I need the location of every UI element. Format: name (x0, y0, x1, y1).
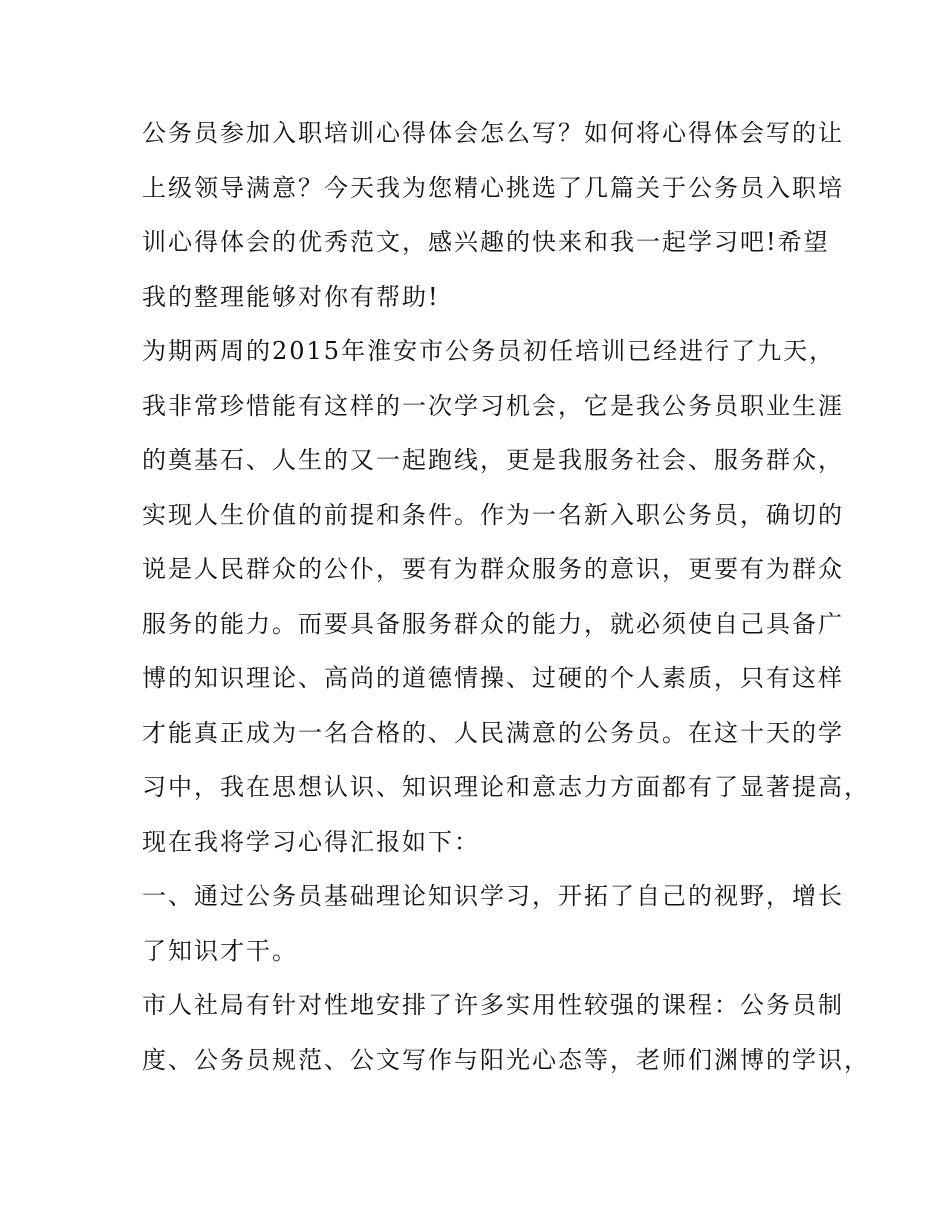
document-body (142, 106, 870, 1087)
text-line: 我非常珍惜能有这样的一次学习机会，它是我公务员职业生涯 (142, 391, 844, 420)
text-line: 的奠基石、人生的又一起跑线，更是我服务社会、服务群众， (142, 446, 844, 474)
text-line: 说是人民群众的公仆，要有为群众服务的意识，更要有为群众 (142, 555, 844, 583)
text-line: 一、通过公务员基础理论知识学习，开拓了自己的视野，增长 (142, 882, 844, 910)
text-line: 博的知识理论、高尚的道德情操、过硬的个人素质，只有这样 (142, 664, 844, 692)
text-line: 上级领导满意？今天我为您精心挑选了几篇关于公务员入职培 (142, 173, 844, 202)
text-line: 度、公务员规范、公文写作与阳光心态等，老师们渊博的学识， (142, 1045, 870, 1074)
text-line: 现在我将学习心得汇报如下： (142, 827, 480, 856)
text-line: 才能真正成为一名合格的、人民满意的公务员。在这十天的学 (142, 718, 844, 747)
text-line: 我的整理能够对你有帮助! (142, 282, 440, 311)
text-line: 服务的能力。而要具备服务群众的能力，就必须使自己具备广 (142, 609, 844, 638)
text-line: 了知识才干。 (142, 936, 298, 965)
text-line: 公务员参加入职培训心得体会怎么写？如何将心得体会写的让 (142, 119, 844, 147)
text-line: 实现人生价值的前提和条件。作为一名新入职公务员，确切的 (142, 500, 844, 529)
text-line: 市人社局有针对性地安排了许多实用性较强的课程：公务员制 (142, 991, 844, 1019)
text-line: 习中，我在思想认识、知识理论和意志力方面都有了显著提高， (142, 773, 870, 801)
text-line: 为期两周的2015年淮安市公务员初任培训已经进行了九天， (142, 337, 836, 365)
text-line: 训心得体会的优秀范文，感兴趣的快来和我一起学习吧!希望 (142, 228, 830, 256)
